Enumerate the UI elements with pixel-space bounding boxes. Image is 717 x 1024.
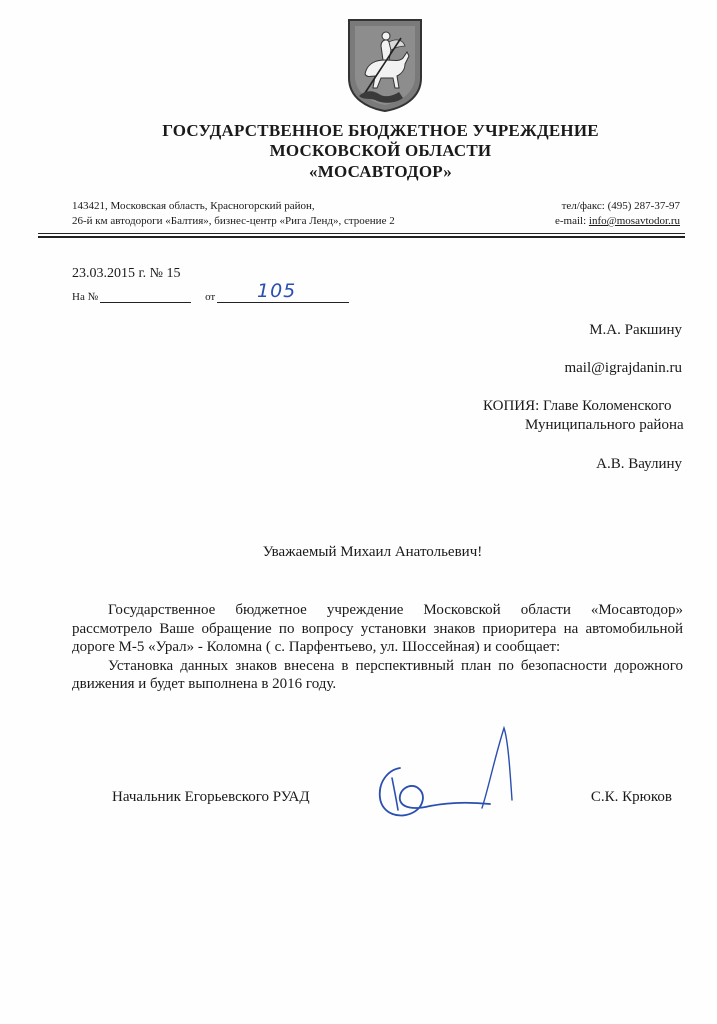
signatory-name: С.К. Крюков [590,789,672,805]
postal-address [72,199,395,229]
moscow-coat-of-arms-icon [345,16,425,112]
header-divider-thick [38,236,685,238]
ref-from-label: от [205,291,216,303]
letter-body [72,601,683,694]
org-name-line-1: ГОСУДАРСТВЕННОЕ БЮДЖЕТНОЕ УЧРЕЖДЕНИЕ [162,121,599,140]
copy-recipient-line-1: КОПИЯ: Главе Коломенского [483,398,672,414]
org-name-line-2: МОСКОВСКОЙ ОБЛАСТИ [269,141,492,160]
recipient-email: mail@igrajdanin.ru [564,360,682,376]
email-label: e-mail: [555,215,589,227]
ref-number-blank [100,290,191,303]
email-line [555,214,680,229]
address-line-1: 143421, Московская область, Красногорский район, [72,200,315,212]
outgoing-date-number: 23.03.2015 г. № 15 [72,266,181,281]
org-name-line-3: «МОСАВТОДОР» [309,162,452,181]
salutation: Уважаемый Михаил Анатольевич! [262,544,483,560]
address-line-2: 26-й км автодороги «Балтия», бизнес-центр «Рига Ленд», строение 2 [72,215,395,227]
contact-block [555,199,680,229]
header-divider-thin [38,233,685,234]
body-paragraph-1: Государственное бюджетное учреждение Московской области «Мосавтодор» рассмотрело Ваше обращение по вопросу установки знаков приоритера на автомобильной дороге М-5 «Урал» - Коломна ( с. Парфентьево, ул. Шоссейная) и сообщает: [72,602,683,655]
handwritten-number: 105 [257,280,297,302]
signatory-title: Начальник Егорьевского РУАД [112,789,310,805]
body-paragraph-2: Установка данных знаков внесена в перспективный план по безопасности дорожного движения и будет выполнена в 2016 году. [72,657,683,692]
email-link[interactable]: info@mosavtodor.ru [588,215,680,227]
reference-row [72,290,349,303]
recipient-name: М.А. Ракшину [589,322,682,338]
ref-number-label: На № [72,291,99,303]
copy-recipient-line-2: Муниципального района [525,417,684,433]
handwritten-signature [370,720,530,830]
phone-fax: тел/факс: (495) 287-37-97 [561,200,680,212]
copy-recipient-name: А.В. Ваулину [596,456,682,472]
